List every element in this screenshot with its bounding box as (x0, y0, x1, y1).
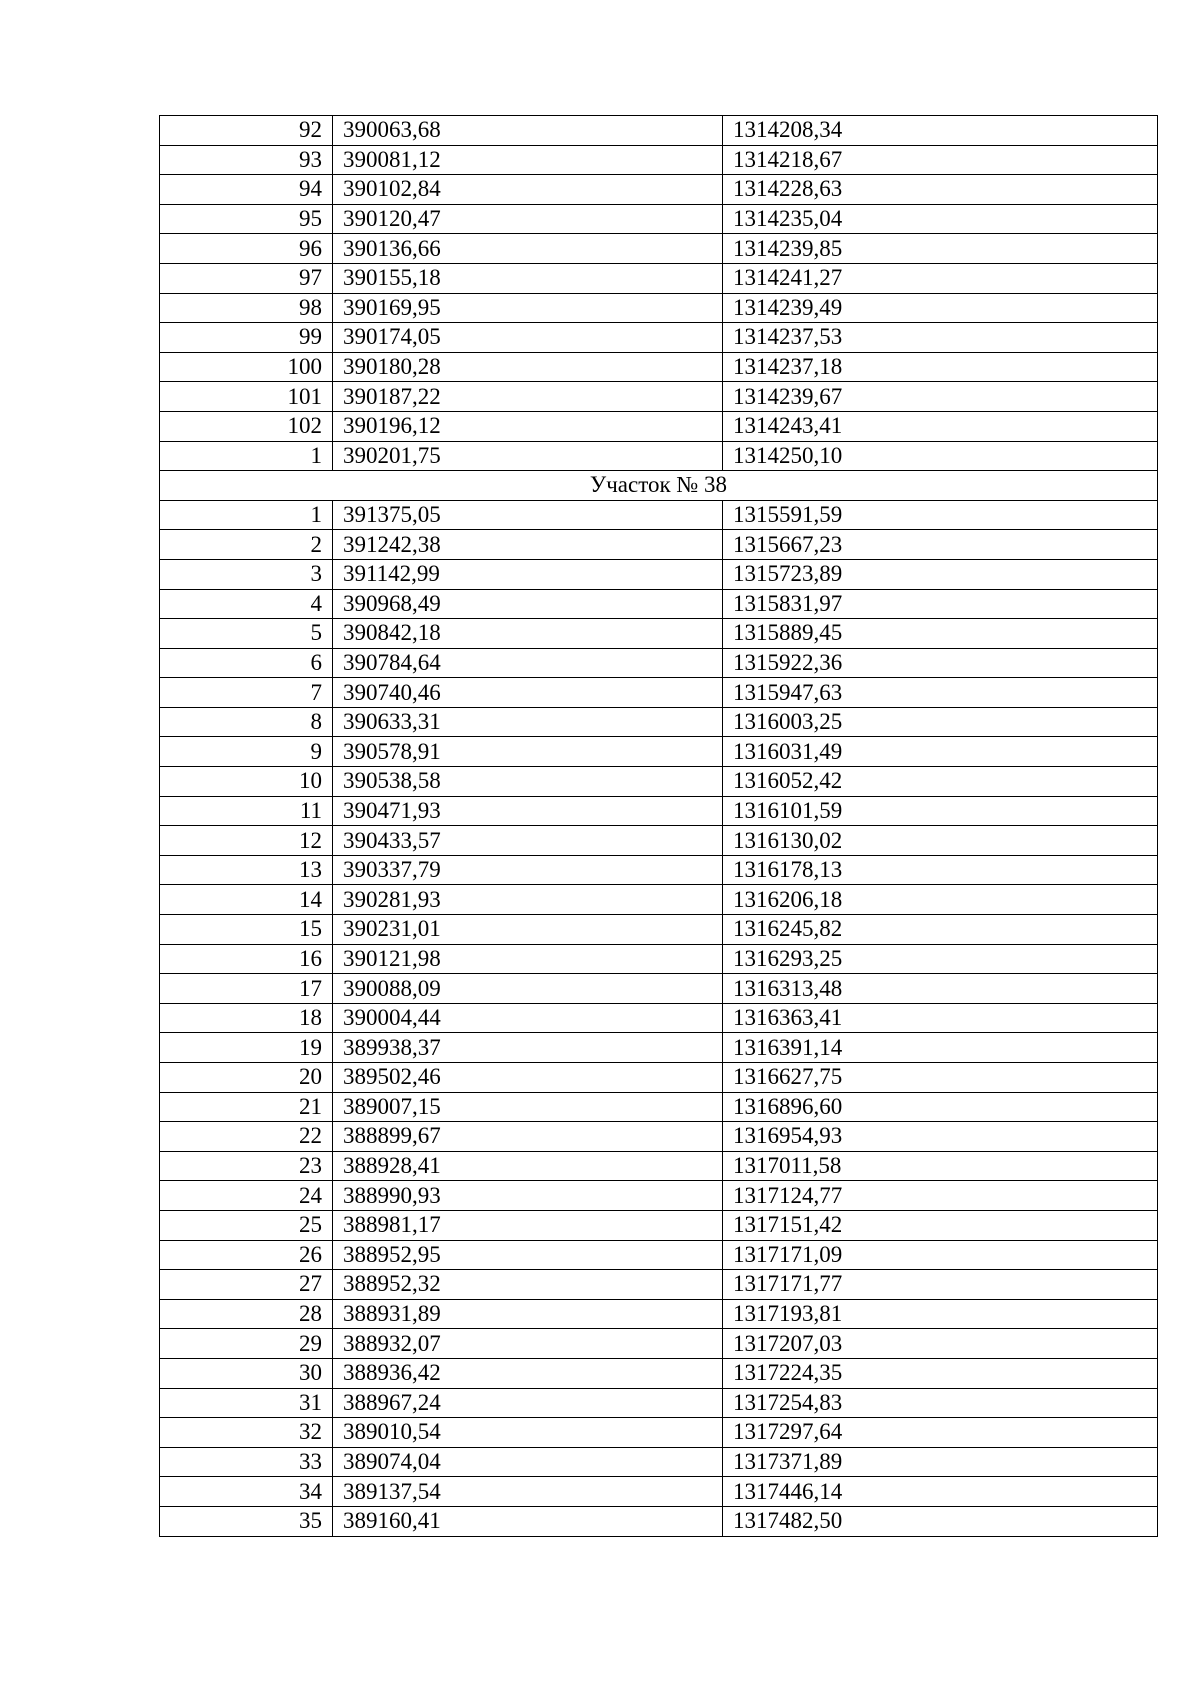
table-row (160, 974, 1158, 1004)
x-coordinate-cell: 390433,57 (333, 826, 723, 856)
table-row (160, 1418, 1158, 1448)
y-coordinate-cell: 1315591,59 (723, 500, 1158, 530)
coordinates-table-body (160, 116, 1158, 1537)
x-coordinate-cell: 390201,75 (333, 441, 723, 471)
x-coordinate-cell: 390169,95 (333, 293, 723, 323)
y-coordinate-cell: 1315723,89 (723, 559, 1158, 589)
point-number-cell: 31 (160, 1388, 333, 1418)
table-row (160, 1299, 1158, 1329)
x-coordinate-cell: 390740,46 (333, 678, 723, 708)
table-row (160, 767, 1158, 797)
x-coordinate-cell: 388990,93 (333, 1181, 723, 1211)
point-number-cell: 12 (160, 826, 333, 856)
y-coordinate-cell: 1314241,27 (723, 263, 1158, 293)
y-coordinate-cell: 1317193,81 (723, 1299, 1158, 1329)
point-number-cell: 6 (160, 648, 333, 678)
section-title: Участок № 38 (160, 471, 1158, 501)
y-coordinate-cell: 1317011,58 (723, 1151, 1158, 1181)
point-number-cell: 7 (160, 678, 333, 708)
y-coordinate-cell: 1316003,25 (723, 707, 1158, 737)
x-coordinate-cell: 391242,38 (333, 530, 723, 560)
y-coordinate-cell: 1316206,18 (723, 885, 1158, 915)
x-coordinate-cell: 388928,41 (333, 1151, 723, 1181)
table-row (160, 1151, 1158, 1181)
table-row (160, 1358, 1158, 1388)
point-number-cell: 95 (160, 204, 333, 234)
table-row (160, 1477, 1158, 1507)
table-row (160, 323, 1158, 353)
y-coordinate-cell: 1316031,49 (723, 737, 1158, 767)
point-number-cell: 15 (160, 915, 333, 945)
y-coordinate-cell: 1314239,49 (723, 293, 1158, 323)
y-coordinate-cell: 1316954,93 (723, 1122, 1158, 1152)
point-number-cell: 5 (160, 619, 333, 649)
section-header-row (160, 471, 1158, 501)
table-row (160, 885, 1158, 915)
point-number-cell: 30 (160, 1358, 333, 1388)
y-coordinate-cell: 1315947,63 (723, 678, 1158, 708)
y-coordinate-cell: 1314237,53 (723, 323, 1158, 353)
table-row (160, 1092, 1158, 1122)
y-coordinate-cell: 1317224,35 (723, 1358, 1158, 1388)
y-coordinate-cell: 1315922,36 (723, 648, 1158, 678)
table-row (160, 441, 1158, 471)
y-coordinate-cell: 1316052,42 (723, 767, 1158, 797)
point-number-cell: 98 (160, 293, 333, 323)
point-number-cell: 16 (160, 944, 333, 974)
x-coordinate-cell: 391375,05 (333, 500, 723, 530)
table-row (160, 1240, 1158, 1270)
y-coordinate-cell: 1315831,97 (723, 589, 1158, 619)
y-coordinate-cell: 1317207,03 (723, 1329, 1158, 1359)
point-number-cell: 10 (160, 767, 333, 797)
x-coordinate-cell: 390121,98 (333, 944, 723, 974)
y-coordinate-cell: 1317254,83 (723, 1388, 1158, 1418)
point-number-cell: 101 (160, 382, 333, 412)
table-row (160, 826, 1158, 856)
y-coordinate-cell: 1316101,59 (723, 796, 1158, 826)
point-number-cell: 1 (160, 500, 333, 530)
y-coordinate-cell: 1316313,48 (723, 974, 1158, 1004)
x-coordinate-cell: 390281,93 (333, 885, 723, 915)
point-number-cell: 92 (160, 116, 333, 146)
x-coordinate-cell: 390081,12 (333, 145, 723, 175)
point-number-cell: 34 (160, 1477, 333, 1507)
table-row (160, 796, 1158, 826)
x-coordinate-cell: 389938,37 (333, 1033, 723, 1063)
x-coordinate-cell: 390155,18 (333, 263, 723, 293)
y-coordinate-cell: 1316363,41 (723, 1003, 1158, 1033)
point-number-cell: 20 (160, 1063, 333, 1093)
y-coordinate-cell: 1314235,04 (723, 204, 1158, 234)
y-coordinate-cell: 1314218,67 (723, 145, 1158, 175)
y-coordinate-cell: 1316627,75 (723, 1063, 1158, 1093)
point-number-cell: 33 (160, 1447, 333, 1477)
point-number-cell: 8 (160, 707, 333, 737)
point-number-cell: 24 (160, 1181, 333, 1211)
x-coordinate-cell: 390180,28 (333, 352, 723, 382)
table-row (160, 1033, 1158, 1063)
point-number-cell: 17 (160, 974, 333, 1004)
table-row (160, 619, 1158, 649)
y-coordinate-cell: 1316245,82 (723, 915, 1158, 945)
x-coordinate-cell: 390231,01 (333, 915, 723, 945)
table-row (160, 915, 1158, 945)
table-row (160, 1270, 1158, 1300)
point-number-cell: 25 (160, 1210, 333, 1240)
x-coordinate-cell: 389074,04 (333, 1447, 723, 1477)
point-number-cell: 2 (160, 530, 333, 560)
table-row (160, 1210, 1158, 1240)
table-row (160, 530, 1158, 560)
x-coordinate-cell: 390842,18 (333, 619, 723, 649)
point-number-cell: 35 (160, 1506, 333, 1536)
table-row (160, 559, 1158, 589)
y-coordinate-cell: 1317171,77 (723, 1270, 1158, 1300)
point-number-cell: 102 (160, 411, 333, 441)
y-coordinate-cell: 1314243,41 (723, 411, 1158, 441)
x-coordinate-cell: 388932,07 (333, 1329, 723, 1359)
x-coordinate-cell: 390578,91 (333, 737, 723, 767)
x-coordinate-cell: 390088,09 (333, 974, 723, 1004)
y-coordinate-cell: 1316178,13 (723, 855, 1158, 885)
x-coordinate-cell: 388952,32 (333, 1270, 723, 1300)
point-number-cell: 22 (160, 1122, 333, 1152)
y-coordinate-cell: 1317151,42 (723, 1210, 1158, 1240)
y-coordinate-cell: 1315667,23 (723, 530, 1158, 560)
table-row (160, 1388, 1158, 1418)
table-row (160, 1447, 1158, 1477)
x-coordinate-cell: 390784,64 (333, 648, 723, 678)
x-coordinate-cell: 391142,99 (333, 559, 723, 589)
x-coordinate-cell: 390187,22 (333, 382, 723, 412)
table-row (160, 678, 1158, 708)
y-coordinate-cell: 1316896,60 (723, 1092, 1158, 1122)
x-coordinate-cell: 390063,68 (333, 116, 723, 146)
table-row (160, 737, 1158, 767)
x-coordinate-cell: 390538,58 (333, 767, 723, 797)
y-coordinate-cell: 1314239,85 (723, 234, 1158, 264)
point-number-cell: 23 (160, 1151, 333, 1181)
y-coordinate-cell: 1316391,14 (723, 1033, 1158, 1063)
y-coordinate-cell: 1315889,45 (723, 619, 1158, 649)
x-coordinate-cell: 389160,41 (333, 1506, 723, 1536)
point-number-cell: 32 (160, 1418, 333, 1448)
table-row (160, 500, 1158, 530)
table-row (160, 352, 1158, 382)
x-coordinate-cell: 389502,46 (333, 1063, 723, 1093)
x-coordinate-cell: 390968,49 (333, 589, 723, 619)
y-coordinate-cell: 1314237,18 (723, 352, 1158, 382)
y-coordinate-cell: 1316130,02 (723, 826, 1158, 856)
point-number-cell: 21 (160, 1092, 333, 1122)
point-number-cell: 18 (160, 1003, 333, 1033)
x-coordinate-cell: 389007,15 (333, 1092, 723, 1122)
table-row (160, 1181, 1158, 1211)
x-coordinate-cell: 388899,67 (333, 1122, 723, 1152)
x-coordinate-cell: 390102,84 (333, 175, 723, 205)
y-coordinate-cell: 1317171,09 (723, 1240, 1158, 1270)
x-coordinate-cell: 389010,54 (333, 1418, 723, 1448)
x-coordinate-cell: 388952,95 (333, 1240, 723, 1270)
table-row (160, 1506, 1158, 1536)
table-row (160, 648, 1158, 678)
y-coordinate-cell: 1314208,34 (723, 116, 1158, 146)
table-row (160, 382, 1158, 412)
point-number-cell: 1 (160, 441, 333, 471)
table-row (160, 175, 1158, 205)
x-coordinate-cell: 390633,31 (333, 707, 723, 737)
point-number-cell: 100 (160, 352, 333, 382)
point-number-cell: 11 (160, 796, 333, 826)
x-coordinate-cell: 389137,54 (333, 1477, 723, 1507)
x-coordinate-cell: 390196,12 (333, 411, 723, 441)
table-row (160, 293, 1158, 323)
point-number-cell: 19 (160, 1033, 333, 1063)
point-number-cell: 93 (160, 145, 333, 175)
y-coordinate-cell: 1316293,25 (723, 944, 1158, 974)
point-number-cell: 28 (160, 1299, 333, 1329)
table-row (160, 707, 1158, 737)
point-number-cell: 3 (160, 559, 333, 589)
table-row (160, 1063, 1158, 1093)
table-row (160, 145, 1158, 175)
point-number-cell: 94 (160, 175, 333, 205)
x-coordinate-cell: 390471,93 (333, 796, 723, 826)
x-coordinate-cell: 390337,79 (333, 855, 723, 885)
point-number-cell: 26 (160, 1240, 333, 1270)
y-coordinate-cell: 1317446,14 (723, 1477, 1158, 1507)
table-row (160, 234, 1158, 264)
y-coordinate-cell: 1314228,63 (723, 175, 1158, 205)
table-row (160, 1122, 1158, 1152)
table-row (160, 204, 1158, 234)
table-row (160, 1329, 1158, 1359)
point-number-cell: 29 (160, 1329, 333, 1359)
point-number-cell: 9 (160, 737, 333, 767)
point-number-cell: 4 (160, 589, 333, 619)
table-row (160, 944, 1158, 974)
y-coordinate-cell: 1314239,67 (723, 382, 1158, 412)
table-row (160, 263, 1158, 293)
table-row (160, 855, 1158, 885)
x-coordinate-cell: 388936,42 (333, 1358, 723, 1388)
point-number-cell: 27 (160, 1270, 333, 1300)
x-coordinate-cell: 390004,44 (333, 1003, 723, 1033)
point-number-cell: 13 (160, 855, 333, 885)
x-coordinate-cell: 388981,17 (333, 1210, 723, 1240)
y-coordinate-cell: 1317371,89 (723, 1447, 1158, 1477)
table-row (160, 116, 1158, 146)
x-coordinate-cell: 390174,05 (333, 323, 723, 353)
x-coordinate-cell: 390120,47 (333, 204, 723, 234)
point-number-cell: 99 (160, 323, 333, 353)
table-row (160, 589, 1158, 619)
y-coordinate-cell: 1317482,50 (723, 1506, 1158, 1536)
y-coordinate-cell: 1317297,64 (723, 1418, 1158, 1448)
point-number-cell: 96 (160, 234, 333, 264)
y-coordinate-cell: 1314250,10 (723, 441, 1158, 471)
table-row (160, 1003, 1158, 1033)
x-coordinate-cell: 388967,24 (333, 1388, 723, 1418)
x-coordinate-cell: 388931,89 (333, 1299, 723, 1329)
y-coordinate-cell: 1317124,77 (723, 1181, 1158, 1211)
point-number-cell: 97 (160, 263, 333, 293)
table-row (160, 411, 1158, 441)
coordinates-table (159, 115, 1158, 1537)
point-number-cell: 14 (160, 885, 333, 915)
x-coordinate-cell: 390136,66 (333, 234, 723, 264)
